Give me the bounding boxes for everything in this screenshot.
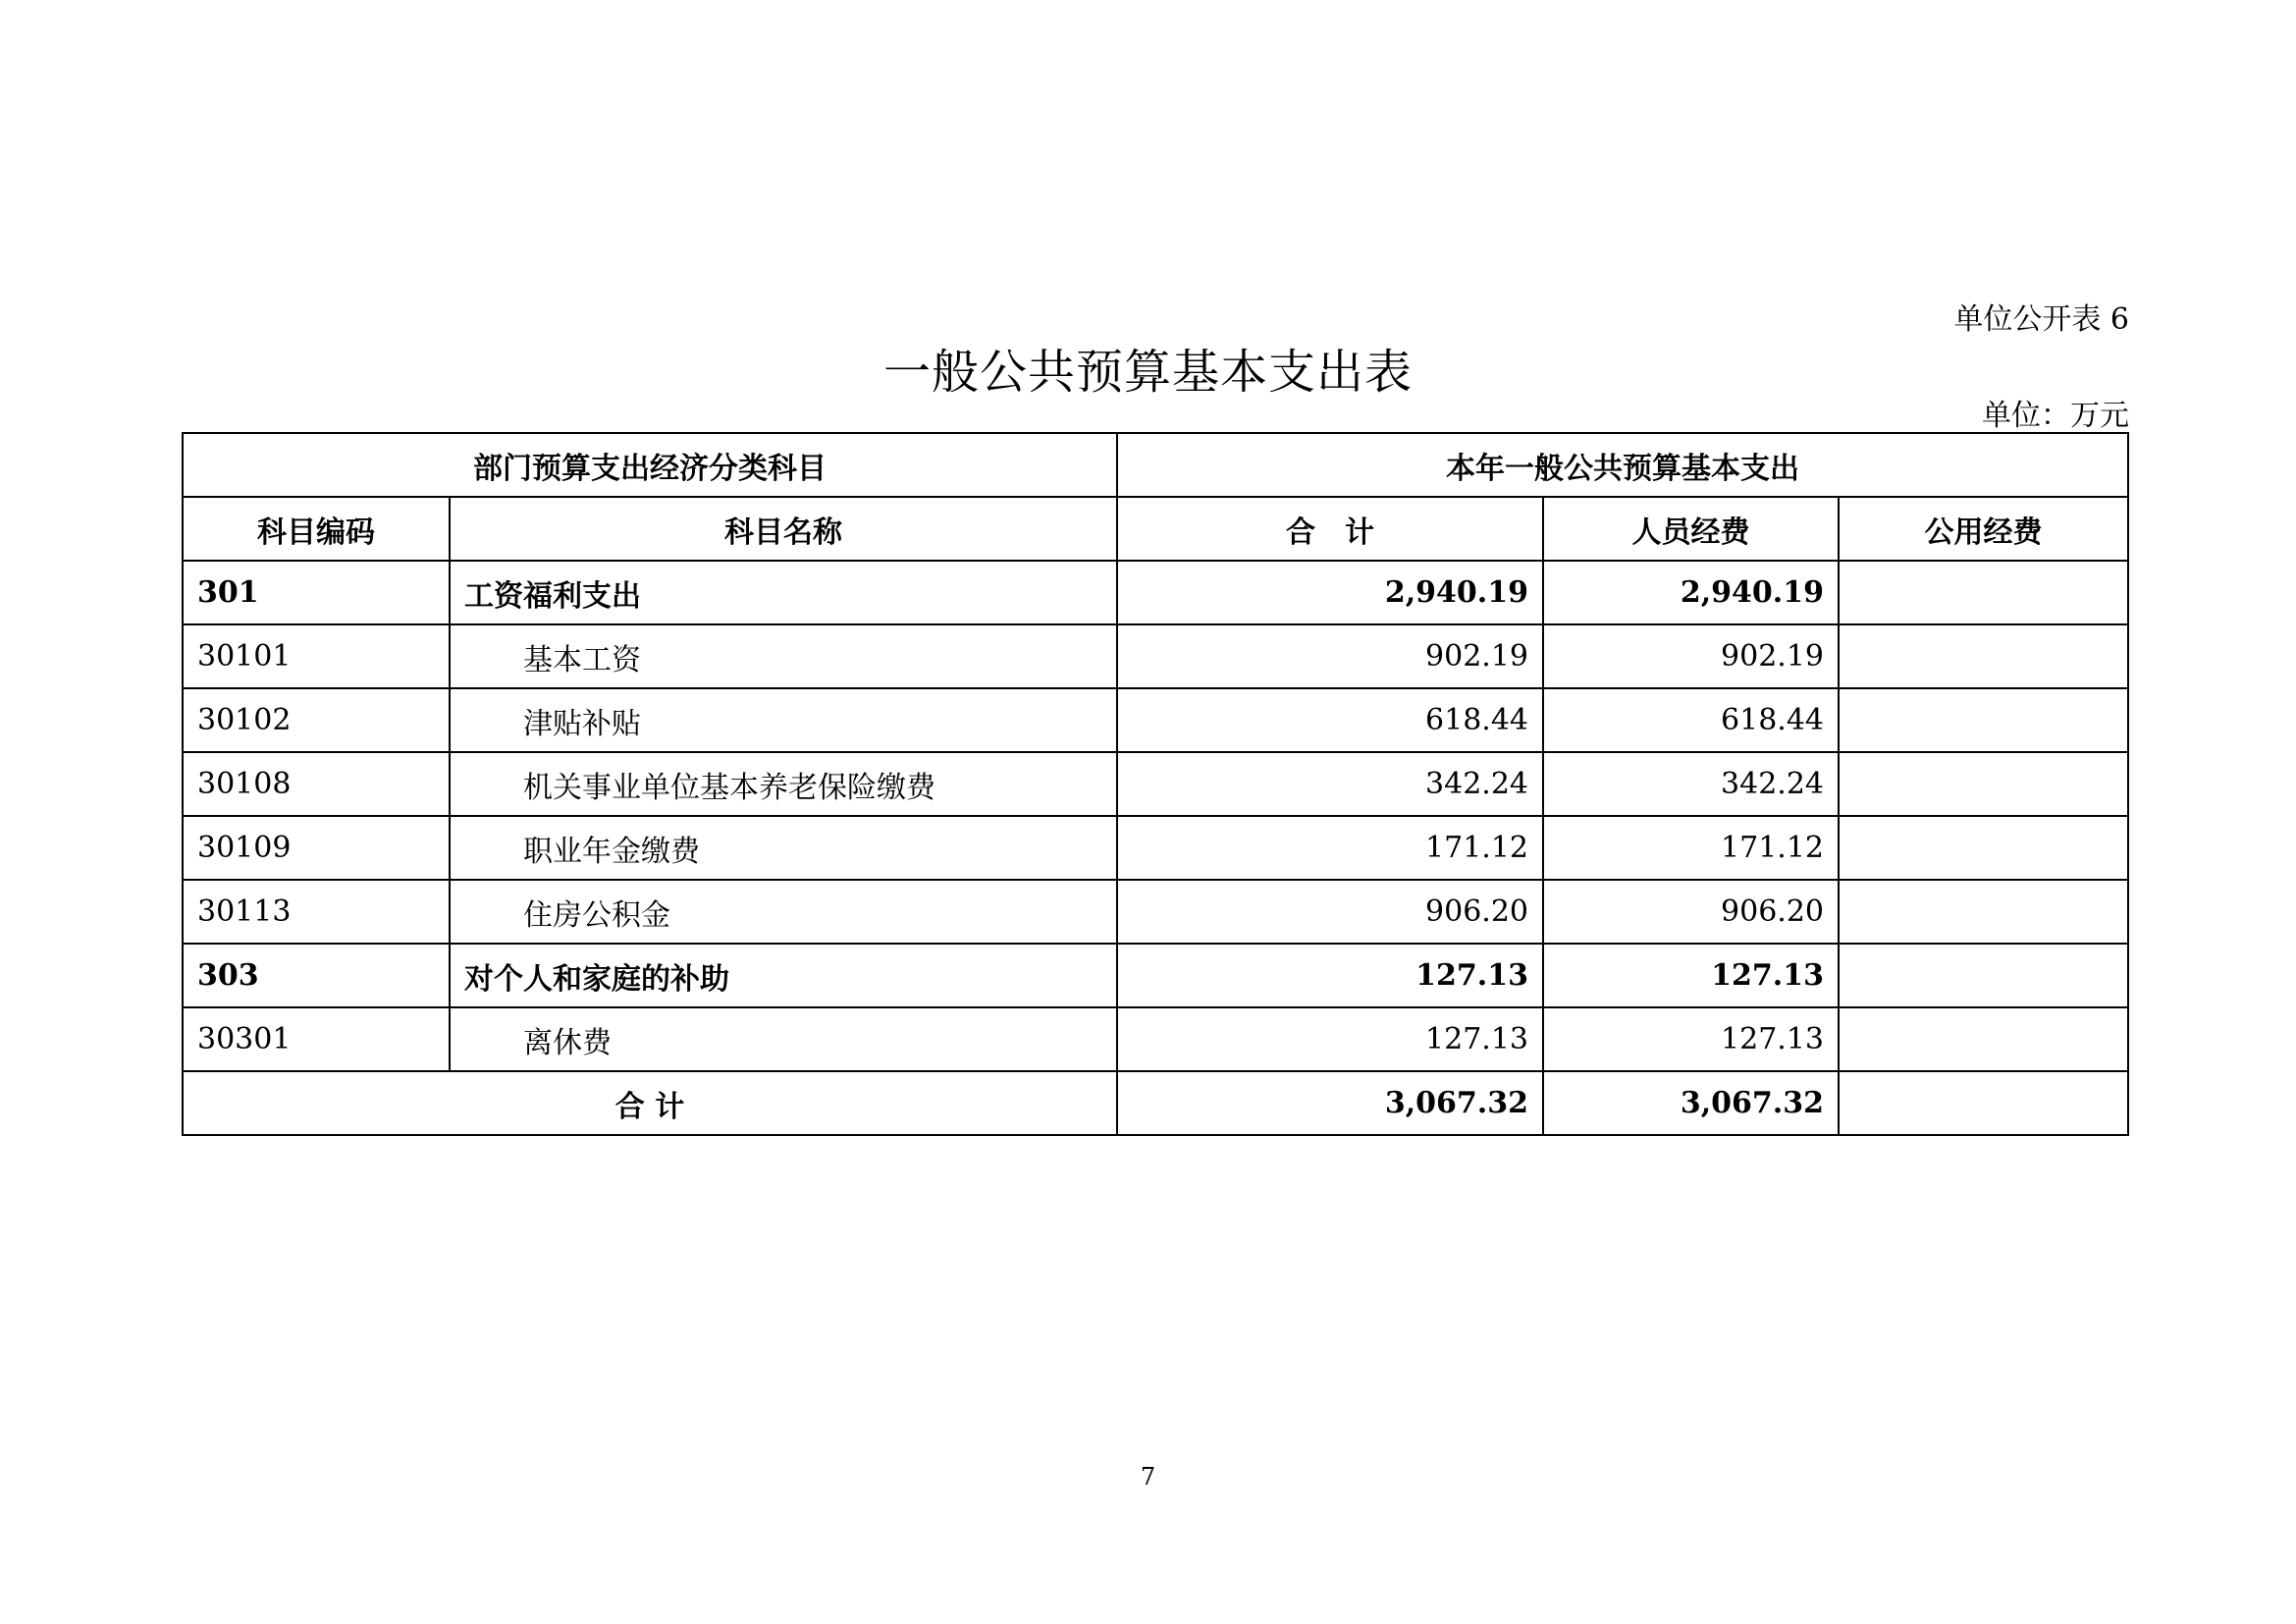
table-row xyxy=(183,624,2128,688)
cell-total: 342.24 xyxy=(1117,752,1543,816)
cell-total: 902.19 xyxy=(1117,624,1543,688)
column-header-row xyxy=(183,497,2128,561)
page-title: 一般公共预算基本支出表 xyxy=(882,345,1413,400)
cell-code: 30101 xyxy=(183,624,450,688)
table-row xyxy=(183,688,2128,752)
cell-total: 906.20 xyxy=(1117,880,1543,944)
cell-name: 机关事业单位基本养老保险缴费 xyxy=(450,752,1117,816)
table-code: 单位公开表 6 xyxy=(1953,302,2129,337)
cell-total: 2,940.19 xyxy=(1117,561,1543,624)
table-row xyxy=(183,816,2128,880)
total-sum: 3,067.32 xyxy=(1117,1071,1543,1135)
column-header-personnel: 人员经费 xyxy=(1543,497,1839,561)
cell-personnel: 171.12 xyxy=(1543,816,1839,880)
cell-code: 301 xyxy=(183,561,450,624)
total-personnel: 3,067.32 xyxy=(1543,1071,1839,1135)
unit-label: 单位：万元 xyxy=(1982,399,2129,433)
group-header-economic-class: 部门预算支出经济分类科目 xyxy=(183,433,1117,497)
cell-public xyxy=(1839,561,2128,624)
table-row xyxy=(183,944,2128,1007)
column-header-name: 科目名称 xyxy=(450,497,1117,561)
cell-public xyxy=(1839,1007,2128,1071)
cell-public xyxy=(1839,688,2128,752)
group-header-basic-expenditure: 本年一般公共预算基本支出 xyxy=(1117,433,2128,497)
cell-total: 171.12 xyxy=(1117,816,1543,880)
cell-personnel: 906.20 xyxy=(1543,880,1839,944)
cell-personnel: 127.13 xyxy=(1543,944,1839,1007)
cell-public xyxy=(1839,880,2128,944)
cell-public xyxy=(1839,816,2128,880)
table-row xyxy=(183,880,2128,944)
cell-public xyxy=(1839,944,2128,1007)
cell-personnel: 342.24 xyxy=(1543,752,1839,816)
cell-code: 30113 xyxy=(183,880,450,944)
table-row xyxy=(183,561,2128,624)
cell-public xyxy=(1839,624,2128,688)
cell-public xyxy=(1839,752,2128,816)
column-header-public: 公用经费 xyxy=(1839,497,2128,561)
total-row xyxy=(183,1071,2128,1135)
column-header-code: 科目编码 xyxy=(183,497,450,561)
cell-code: 30301 xyxy=(183,1007,450,1071)
cell-total: 618.44 xyxy=(1117,688,1543,752)
cell-name: 职业年金缴费 xyxy=(450,816,1117,880)
total-public xyxy=(1839,1071,2128,1135)
cell-name: 离休费 xyxy=(450,1007,1117,1071)
cell-personnel: 2,940.19 xyxy=(1543,561,1839,624)
table-row xyxy=(183,1007,2128,1071)
cell-code: 30102 xyxy=(183,688,450,752)
cell-total: 127.13 xyxy=(1117,944,1543,1007)
budget-table xyxy=(182,432,2129,1136)
cell-code: 30108 xyxy=(183,752,450,816)
cell-code: 30109 xyxy=(183,816,450,880)
cell-personnel: 127.13 xyxy=(1543,1007,1839,1071)
cell-name: 工资福利支出 xyxy=(450,561,1117,624)
column-header-total: 合 计 xyxy=(1117,497,1543,561)
total-label: 合 计 xyxy=(183,1071,1117,1135)
cell-personnel: 618.44 xyxy=(1543,688,1839,752)
cell-total: 127.13 xyxy=(1117,1007,1543,1071)
page-number: 7 xyxy=(1140,1463,1156,1490)
cell-code: 303 xyxy=(183,944,450,1007)
table-row xyxy=(183,752,2128,816)
cell-name: 住房公积金 xyxy=(450,880,1117,944)
cell-name: 基本工资 xyxy=(450,624,1117,688)
cell-name: 对个人和家庭的补助 xyxy=(450,944,1117,1007)
cell-name: 津贴补贴 xyxy=(450,688,1117,752)
group-header-row xyxy=(183,433,2128,497)
cell-personnel: 902.19 xyxy=(1543,624,1839,688)
